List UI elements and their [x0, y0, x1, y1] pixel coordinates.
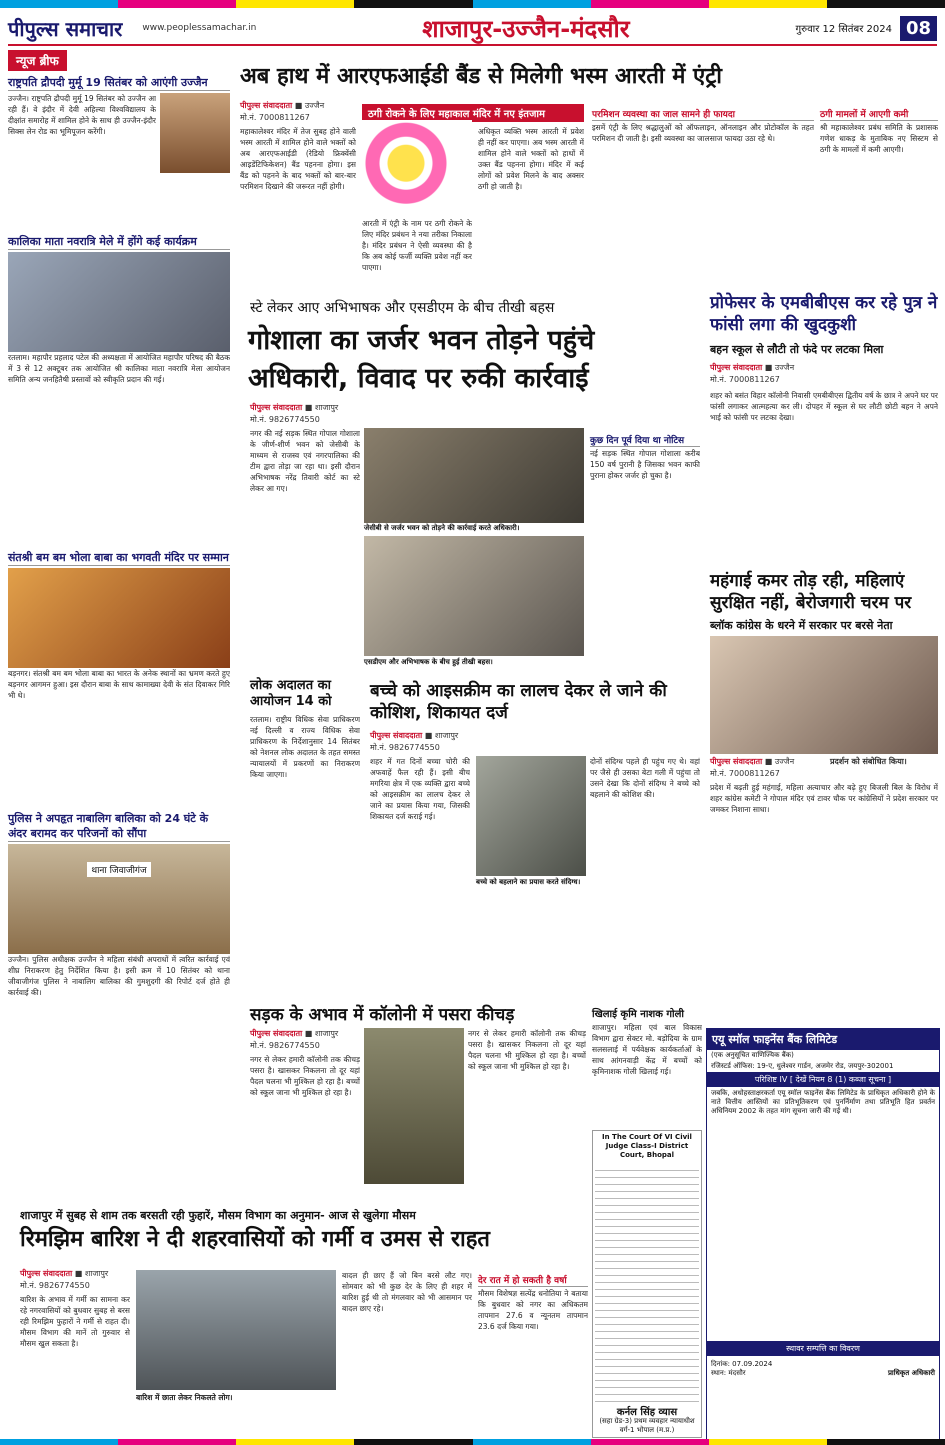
professor-mobile: मो.नं. 7000811267	[710, 375, 780, 384]
sidebar-text-fraud: श्री महाकालेश्वर प्रबंध समिति के प्रशासक गणेश धाकड़ के मुताबिक नए सिस्टम से ठगी के मामलों में कमी आएगी।	[820, 123, 938, 154]
icecream-headline: बच्चे को आइसक्रीम का लालच देकर ले जाने की कोशिश, शिकायत दर्ज	[370, 681, 667, 723]
byline-agency: पीपुल्स संवाददाता	[250, 1029, 303, 1038]
byline-place: शाजापुर	[84, 1269, 109, 1278]
page-number: 08	[900, 16, 937, 41]
court-notice-body	[595, 1164, 699, 1404]
bank-sub: (एक अनुसूचित वाणिज्यिक बैंक)	[711, 1051, 794, 1059]
brief-item	[8, 75, 230, 231]
bank-band: परिशिष्ट IV [ देखें नियम 8 (1) कब्जा सूचना ]	[707, 1072, 939, 1087]
bank-property-header: स्थावर सम्पत्ति का विवरण	[707, 1341, 939, 1356]
rain-mobile: मो.नं. 9826774550	[20, 1281, 90, 1290]
police-station-photo	[8, 844, 230, 954]
rain-headline: रिमझिम बारिश ने दी शहरवासियों को गर्मी व उमस से राहत	[20, 1227, 490, 1252]
gaushala-text: नगर की नई सड़क स्थित गोपाल गोशाला के जीर्ण-शीर्ण भवन को जेसीबी के माध्यम से राजस्व एवं नगरपालिका की टीम द्वारा तोड़ा जा रहा था। इसी दौरान अभिभाषक नरेंद्र तिवारी कोर्ट का स्टे लेकर आ गए।	[250, 429, 360, 493]
gaushala-mobile: मो.नं. 9826774550	[250, 415, 320, 424]
photo-caption: एसडीएम और अभिभाषक के बीच हुई तीखी बहस।	[364, 658, 493, 666]
lead-text-3: आरती में एंट्री के नाम पर ठगी रोकने के लिए मंदिर प्रबंधन ने नया तरीका निकाला है। मंदिर प्रबंधन ने ऐसी व्यवस्था की है कि अब कोई फर्जी व्यक्ति प्रवेश नहीं कर पाएगा।	[362, 219, 472, 272]
registration-strip	[0, 0, 945, 8]
mehngai-mobile: मो.नं. 7000811267	[710, 769, 780, 778]
brief-text: उज्जैन। पुलिस अधीक्षक उज्जैन ने महिला संबंधी अपराधों में त्वरित कार्रवाई एवं शीघ्र निराकरण हेतु निर्देशित किया है। इसी क्रम में 10 सितंबर को थाना जीवाजीगंज पुलिस ने नाबालिग बालिका की गुमशुदगी की रिपोर्ट दर्ज होते ही कार्रवाई की।	[8, 955, 230, 997]
brief-item	[8, 550, 230, 808]
cctv-photo	[476, 756, 586, 876]
brief-title: पुलिस ने अपहृत नाबालिग बालिका को 24 घंटे के अंदर बरामद कर परिजनों को सौंपा	[8, 811, 230, 842]
sadak-headline: सड़क के अभाव में कॉलोनी में पसरा कीचड़	[250, 1005, 515, 1025]
photo-caption: बच्चे को बहलाने का प्रयास करते संदिग्ध।	[476, 878, 581, 886]
saint-felicitation-photo	[8, 568, 230, 668]
lead-mobile: मो.नं. 7000811267	[240, 113, 310, 122]
khilai-title: खिलाई कृमि नाशक गोली	[592, 1009, 684, 1020]
rain-byline: पीपुल्स संवाददाता ■ शाजापुर	[20, 1269, 109, 1278]
notice-title: कुछ दिन पूर्व दिया था नोटिस	[590, 433, 700, 447]
mehngai-byline: पीपुल्स संवाददाता ■ उज्जैन	[710, 757, 795, 766]
rain-photo	[136, 1270, 336, 1390]
sidebar-title-permission: परमिशन व्यवस्था का जाल सामने ही फायदा	[592, 107, 814, 121]
sadak-text: नगर से लेकर हमारी कॉलोनी तक कीचड़ पसरा है। खासकर निकलना तो दूर यहां पैदल चलना भी मुश्किल हो रहा है। बच्चों को स्कूल जाना भी मुश्किल हो रहा है।	[250, 1055, 360, 1097]
president-photo	[160, 93, 230, 173]
edition-date: गुरुवार 12 सितंबर 2024	[795, 24, 892, 35]
lead-byline: पीपुल्स संवाददाता ■ उज्जैन	[240, 101, 325, 110]
professor-subhead: बहन स्कूल से लौटी तो फंदे पर लटका मिला	[710, 343, 884, 356]
mud-road-photo	[364, 1028, 464, 1184]
protest-photo	[710, 636, 938, 754]
rfid-band-photo	[362, 120, 472, 216]
byline-agency: पीपुल्स संवाददाता	[710, 363, 763, 372]
photo-caption: जेसीबी से जर्जर भवन को तोड़ने की कार्रवाई करते अधिकारी।	[364, 524, 520, 532]
mehngai-text: प्रदेश में बढ़ती हुई महंगाई, महिला अत्याचार और बढ़े हुए बिजली बिल के विरोध में शहर कांग्रेस कमेटी ने गोपाल मंदिर एवं टावर चौक पर कांग्रेसियों ने प्रदेश सरकार पर जमकर निशाना साधा।	[710, 783, 938, 814]
news-brief-column	[8, 50, 230, 1054]
website[interactable]: www.peoplessamachar.in	[142, 23, 257, 33]
brief-text: उज्जैन। राष्ट्रपति द्रौपदी मुर्मू 19 सितंबर को उज्जैन आ रही हैं। वे इंदौर में देवी अहिल्या विश्वविद्यालय के दीक्षांत समारोह में शामिल होने के साथ ही उज्जैन-इंदौर सिक्स लेन रोड का भूमिपूजन करेंगी।	[8, 94, 156, 136]
brief-item	[8, 811, 230, 1054]
byline-agency: पीपुल्स संवाददाता	[710, 757, 763, 766]
lead-text-2: अधिकृत व्यक्ति भस्म आरती में प्रवेश ही नहीं कर पाएगा। अब भस्म आरती में शामिल होने वाले भक्तों को हाथों में उक्त बैंड पहनना होगा। मंदिर में कई लोगों को प्रवेश मिलने के बाद अक्सर ठगी हो जाती है।	[478, 127, 584, 191]
professor-headline: प्रोफेसर के एमबीबीएस कर रहे पुत्र ने फांसी लगा की खुदकुशी	[710, 293, 938, 335]
bank-officer: प्राधिकृत अधिकारी	[887, 1369, 935, 1377]
court-notice	[592, 1130, 702, 1438]
registration-strip-bottom	[0, 1439, 945, 1445]
professor-text: शहर को बसंत विहार कॉलोनी निवासी एमबीबीएस द्वितीय वर्ष के छात्र ने अपने घर पर फांसी लगाकर आत्महत्या कर ली। दोपहर में स्कूल से घर लौटी छोटी बहन ने अपने भाई को फांसी पर लटका देखा।	[710, 391, 938, 422]
page-header	[8, 12, 937, 46]
rain-text: बारिश के अभाव में गर्मी का सामना कर रहे नगरवासियों को बुधवार सुबह से बरस रही रिमझिम फुहारों ने गर्मी से राहत दी। मौसम विभाग की मानें तो गुरुवार से मौसम खुल सकता है।	[20, 1295, 130, 1348]
byline-place: शाजापुर	[314, 403, 339, 412]
rain-kicker: शाजापुर में सुबह से शाम तक बरसती रही फुहारें, मौसम विभाग का अनुमान- आज से खुलेगा मौसम	[20, 1209, 416, 1222]
photo-caption: थाना जिवाजीगंज	[87, 862, 150, 877]
court-signature: कर्नल सिंह व्यास	[616, 1407, 678, 1418]
notice-text: नई सड़क स्थित गोपाल गोशाला करीब 150 वर्ष पुरानी है जिसका भवन काफी पुराना होकर जर्जर हो चुका है।	[590, 449, 700, 480]
bank-date: दिनांक: 07.09.2024	[711, 1360, 773, 1368]
byline-agency: पीपुल्स संवाददाता	[20, 1269, 73, 1278]
masthead-logo: पीपुल्स समाचार	[8, 16, 123, 41]
bank-notice-text: जबकि, अधोहस्ताक्षरकर्ता एयू स्मॉल फाइनेंस बैंक लिमिटेड के प्राधिकृत अधिकारी होने के नाते वित्तीय आस्तियों का प्रतिभूतिकरण एवं पुनर्निर्माण तथा प्रतिभूति हित प्रवर्तन अधिनियम 2002 के तहत मांग सूचना जारी की गई थी।	[711, 1089, 935, 1115]
brief-item	[8, 234, 230, 547]
demolition-photo	[364, 428, 584, 523]
lead-text-1: महाकालेश्वर मंदिर में तेज सुबह होने वाली भस्म आरती में शामिल होने वाले भक्तों को अब आरएफआईडी (रेडियो फ्रिक्वेंसी आइडेंटिफिकेशन) बैंड पहनना होगा। इस बैंड को पहनने के बाद भक्तों को बार-बार परमिशन दिखाने की जरूरत नहीं होगी।	[240, 127, 356, 191]
lokadalat-headline: लोक अदालत का आयोजन 14 को	[250, 678, 332, 709]
sidebar-title-fraud: ठगी मामलों में आएगी कमी	[820, 107, 938, 121]
argument-photo	[364, 536, 584, 656]
lead-redband: ठगी रोकने के लिए महाकाल मंदिर में नए इंतजाम	[362, 104, 584, 122]
rain-text-2: बादल ही छाए हैं जो बिन बरसे लौट गए। सोमवार को भी कुछ देर के लिए ही शहर में बारिश हुई थी तो मंगलवार को भी आसमान पर बादल छाए रहे।	[342, 1271, 472, 1313]
byline-agency: पीपुल्स संवाददाता	[240, 101, 293, 110]
byline-place: उज्जैन	[304, 101, 325, 110]
sidebar-text-permission: इसमें एंट्री के लिए श्रद्धालुओं को ऑफलाइन, ऑनलाइन और प्रोटोकॉल के तहत परमिशन दी जाती है। इसी व्यवस्था का जालसाज फायदा उठा रहे थे।	[592, 123, 814, 143]
sadak-mobile: मो.नं. 9826774550	[250, 1041, 320, 1050]
meeting-photo	[8, 252, 230, 352]
court-notice-title: In The Court Of VI Civil Judge Class-I District Court, Bhopal	[602, 1133, 692, 1159]
byline-agency: पीपुल्स संवाददाता	[250, 403, 303, 412]
mehngai-subhead: ब्लॉक कांग्रेस के धरने में सरकार पर बरसे नेता	[710, 619, 893, 632]
bank-advertisement	[706, 1028, 940, 1440]
brief-text: रतलाम। महापौर प्रहलाद पटेल की अध्यक्षता में आयोजित महापौर परिषद की बैठक में 3 से 12 अक्टूबर तक आयोजित श्री कालिका माता नवरात्रि मेला आयोजन समिति अन्य जनहितैषी प्रस्तावों को स्वीकृति प्रदान की गई।	[8, 353, 230, 384]
gaushala-kicker: स्टे लेकर आए अभिभाषक और एसडीएम के बीच तीखी बहस	[250, 300, 555, 316]
bank-place: स्थान: मंदसौर	[711, 1369, 746, 1377]
bank-name: एयू स्मॉल फाइनेंस बैंक लिमिटेड	[707, 1029, 939, 1050]
khilai-text: शाजापुर। महिला एवं बाल विकास विभाग द्वारा सेक्टर मो. बड़ोदिया के ग्राम सलसलाई में पर्यवेक्षक कार्यकर्ताओं के साथ आंगनवाड़ी केंद्र में बच्चों को कृमिनाशक गोली खिलाई गई।	[592, 1023, 702, 1076]
byline-agency: पीपुल्स संवाददाता	[370, 731, 423, 740]
byline-place: शाजापुर	[314, 1029, 339, 1038]
rain-side-text: मौसम विशेषज्ञ सत्येंद्र धनोतिया ने बताया कि बुधवार को नगर का अधिकतम तापमान 27.6 व न्यूनतम तापमान 23.6 दर्ज किया गया।	[478, 1289, 588, 1331]
sadak-text-2: नगर से लेकर हमारी कॉलोनी तक कीचड़ पसरा है। खासकर निकलना तो दूर यहां पैदल चलना भी मुश्किल हो रहा है। बच्चों को स्कूल जाना भी मुश्किल हो रहा है।	[468, 1029, 586, 1071]
icecream-mobile: मो.नं. 9826774550	[370, 743, 440, 752]
court-signer: (सहा ग्रेड-3) प्रथम व्यवहार न्यायाधीश वर्ग-1 भोपाल (म.प्र.)	[599, 1417, 695, 1434]
section-title: शाजापुर-उज्जैन-मंदसौर	[422, 14, 630, 43]
icecream-text-2: दोनों संदिग्ध पहले ही पहुंच गए थे। वहां पर जैसे ही उसका बेटा गली में पहुंचा तो उसने देखा कि दोनों संदिग्ध ने बच्चे को बहलाने की कोशिश की।	[590, 757, 700, 799]
professor-byline: पीपुल्स संवाददाता ■ उज्जैन	[710, 363, 795, 372]
brief-text: बड़नगर। संतश्री बम बम भोला बाबा का भारत के अनेक स्थानों का भ्रमण करते हुए बड़नगर आगमन हुआ। इस दौरान बाबा के साथ कामाख्या देवी के संत दिवाकर गिरि भी थे।	[8, 669, 230, 700]
byline-place: उज्जैन	[774, 757, 795, 766]
mehngai-headline: महंगाई कमर तोड़ रही, महिलाएं सुरक्षित नहीं, बेरोजगारी चरम पर	[710, 571, 912, 613]
rain-caption: बारिश में छाता लेकर निकलते लोग।	[136, 1393, 233, 1402]
rain-side-title: देर रात में हो सकती है वर्षा	[478, 1273, 588, 1287]
icecream-byline: पीपुल्स संवाददाता ■ शाजापुर	[370, 731, 459, 740]
brief-title: राष्ट्रपति द्रौपदी मुर्मू 19 सितंबर को आएंगी उज्जैन	[8, 75, 230, 91]
gaushala-headline: गोशाला का जर्जर भवन तोड़ने पहुंचे अधिकारी, विवाद पर रुकी कार्रवाई	[248, 325, 595, 394]
byline-place: उज्जैन	[774, 363, 795, 372]
lokadalat-text: रतलाम। राष्ट्रीय विधिक सेवा प्राधिकरण नई दिल्ली व राज्य विधिक सेवा प्राधिकरण के निर्देशानुसार 14 सितंबर को नेशनल लोक अदालत के तहत समस्त न्यायालयों में प्रकरणों का निराकरण किया जाएगा।	[250, 715, 360, 779]
icecream-text: शहर में गत दिनों बच्चा चोरी की अफवाहें फैल रही हैं। इसी बीच मगरिया क्षेत्र में एक व्यक्ति द्वारा बच्चे को आइसक्रीम का लालच देकर ले जाने का प्रयास किया गया, जिसकी शिकायत दर्ज कराई गई।	[370, 757, 470, 821]
brief-title: संतश्री बम बम भोला बाबा का भगवती मंदिर पर सम्मान	[8, 551, 229, 564]
brief-title: कालिका माता नवरात्रि मेले में होंगे कई कार्यक्रम	[8, 234, 230, 250]
mehngai-caption: प्रदर्शन को संबोधित किया।	[830, 757, 907, 766]
sadak-byline: पीपुल्स संवाददाता ■ शाजापुर	[250, 1029, 339, 1038]
news-brief-label: न्यूज ब्रीफ	[8, 50, 67, 71]
bank-address: रजिस्टर्ड ऑफिस: 19-ए, धुलेश्वर गार्डन, अजमेर रोड, जयपुर-302001	[711, 1062, 894, 1070]
byline-place: शाजापुर	[434, 731, 459, 740]
lead-headline: अब हाथ में आरएफआईडी बैंड से मिलेगी भस्म आरती में एंट्री	[240, 64, 722, 89]
gaushala-byline: पीपुल्स संवाददाता ■ शाजापुर	[250, 403, 339, 412]
